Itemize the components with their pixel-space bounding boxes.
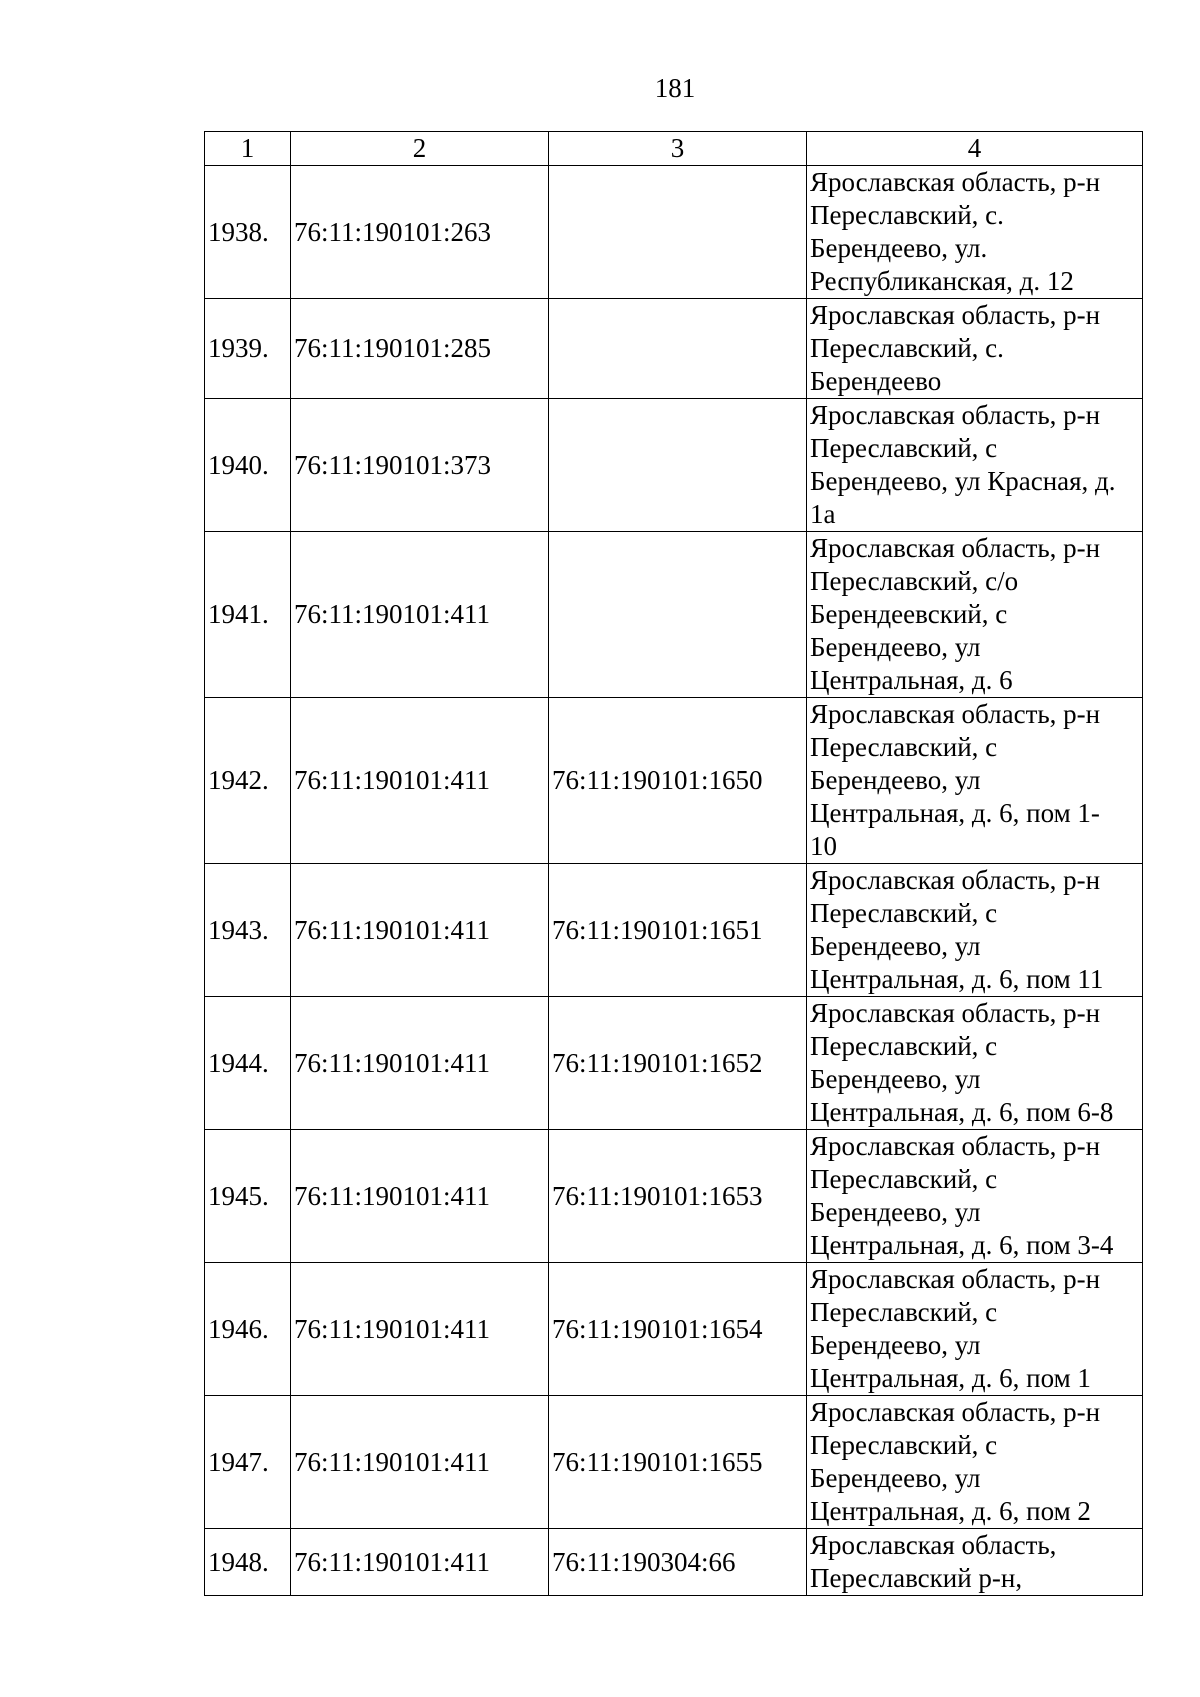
table-row [205,1529,1143,1596]
cadastral-number: 76:11:190101:411 [291,1529,549,1596]
address-line: Переславский, с. [810,333,1004,363]
row-number: 1947. [205,1396,291,1529]
address-line: Центральная, д. 6, пом 1- [810,798,1100,828]
table-row [205,997,1143,1130]
cadastral-number: 76:11:190101:411 [291,698,549,864]
row-number: 1939. [205,299,291,399]
address-line: Переславский р-н, [810,1563,1023,1593]
address-line: Центральная, д. 6, пом 6-8 [810,1097,1114,1127]
sub-cadastral-number: 76:11:190101:1652 [549,997,807,1130]
address-line: Ярославская область, р-н [810,1397,1101,1427]
header-col-3: 3 [549,132,807,166]
address-line: Центральная, д. 6, пом 2 [810,1496,1091,1526]
address [807,299,1143,399]
table-row [205,1130,1143,1263]
table-row [205,864,1143,997]
sub-cadastral-number: 76:11:190101:1653 [549,1130,807,1263]
sub-cadastral-number: 76:11:190101:1650 [549,698,807,864]
table-row [205,399,1143,532]
cadastral-number: 76:11:190101:411 [291,532,549,698]
address [807,1529,1143,1596]
table-row [205,698,1143,864]
sub-cadastral-number [549,399,807,532]
address-line: Центральная, д. 6, пом 11 [810,964,1104,994]
address [807,166,1143,299]
address-line: Берендеево, ул [810,931,981,961]
sub-cadastral-number: 76:11:190101:1655 [549,1396,807,1529]
address-line: 1а [810,499,836,529]
address [807,1396,1143,1529]
row-number: 1948. [205,1529,291,1596]
address [807,1130,1143,1263]
sub-cadastral-number: 76:11:190101:1651 [549,864,807,997]
sub-cadastral-number [549,532,807,698]
address-line: Переславский, с [810,898,998,928]
address-line: Берендеево, ул [810,1330,981,1360]
address-line: Берендеево, ул [810,765,981,795]
address-line: Переславский, с [810,1430,998,1460]
address-line: Берендеево, ул [810,1064,981,1094]
page-number: 181 [654,73,696,103]
address-line: Переславский, с [810,1297,998,1327]
sub-cadastral-number [549,166,807,299]
address-line: 10 [810,831,837,861]
row-number: 1946. [205,1263,291,1396]
address-line: Берендеево, ул Красная, д. [810,466,1116,496]
cadastral-number: 76:11:190101:411 [291,997,549,1130]
row-number: 1941. [205,532,291,698]
address-line: Берендеевский, с [810,599,1008,629]
cadastral-number: 76:11:190101:373 [291,399,549,532]
address [807,864,1143,997]
address-line: Центральная, д. 6 [810,665,1013,695]
address [807,997,1143,1130]
address-line: Берендеево [810,366,942,396]
cadastral-number: 76:11:190101:263 [291,166,549,299]
header-row [205,132,1143,166]
address-line: Центральная, д. 6, пом 3-4 [810,1230,1114,1260]
row-number: 1940. [205,399,291,532]
address [807,399,1143,532]
address [807,1263,1143,1396]
address-line: Ярославская область, [810,1530,1057,1560]
sub-cadastral-number [549,299,807,399]
address-line: Ярославская область, р-н [810,1264,1101,1294]
register-table [204,131,1143,1596]
address-line: Ярославская область, р-н [810,699,1101,729]
address-line: Ярославская область, р-н [810,1131,1101,1161]
cadastral-number: 76:11:190101:285 [291,299,549,399]
address-line: Берендеево, ул. [810,233,988,263]
address-line: Берендеево, ул [810,1197,981,1227]
address-line: Переславский, с/о [810,566,1019,596]
row-number: 1945. [205,1130,291,1263]
row-number: 1943. [205,864,291,997]
address-line: Ярославская область, р-н [810,300,1101,330]
address-line: Ярославская область, р-н [810,865,1101,895]
row-number: 1938. [205,166,291,299]
address-line: Берендеево, ул [810,632,981,662]
address-line: Ярославская область, р-н [810,167,1101,197]
address-line: Ярославская область, р-н [810,400,1101,430]
address-line: Ярославская область, р-н [810,533,1101,563]
address-line: Переславский, с [810,1031,998,1061]
header-col-2: 2 [291,132,549,166]
address [807,698,1143,864]
header-col-4: 4 [807,132,1143,166]
header-col-1: 1 [205,132,291,166]
address [807,532,1143,698]
sub-cadastral-number: 76:11:190304:66 [549,1529,807,1596]
table-row [205,299,1143,399]
table-row [205,1396,1143,1529]
cadastral-number: 76:11:190101:411 [291,1130,549,1263]
cadastral-number: 76:11:190101:411 [291,1263,549,1396]
address-line: Республиканская, д. 12 [810,266,1074,296]
address-line: Переславский, с [810,433,998,463]
address-line: Берендеево, ул [810,1463,981,1493]
row-number: 1944. [205,997,291,1130]
address-line: Переславский, с [810,1164,998,1194]
row-number: 1942. [205,698,291,864]
address-line: Переславский, с [810,732,998,762]
table-row [205,532,1143,698]
table-row [205,1263,1143,1396]
sub-cadastral-number: 76:11:190101:1654 [549,1263,807,1396]
address-line: Переславский, с. [810,200,1004,230]
address-line: Центральная, д. 6, пом 1 [810,1363,1091,1393]
cadastral-number: 76:11:190101:411 [291,1396,549,1529]
cadastral-number: 76:11:190101:411 [291,864,549,997]
address-line: Ярославская область, р-н [810,998,1101,1028]
table-row [205,166,1143,299]
